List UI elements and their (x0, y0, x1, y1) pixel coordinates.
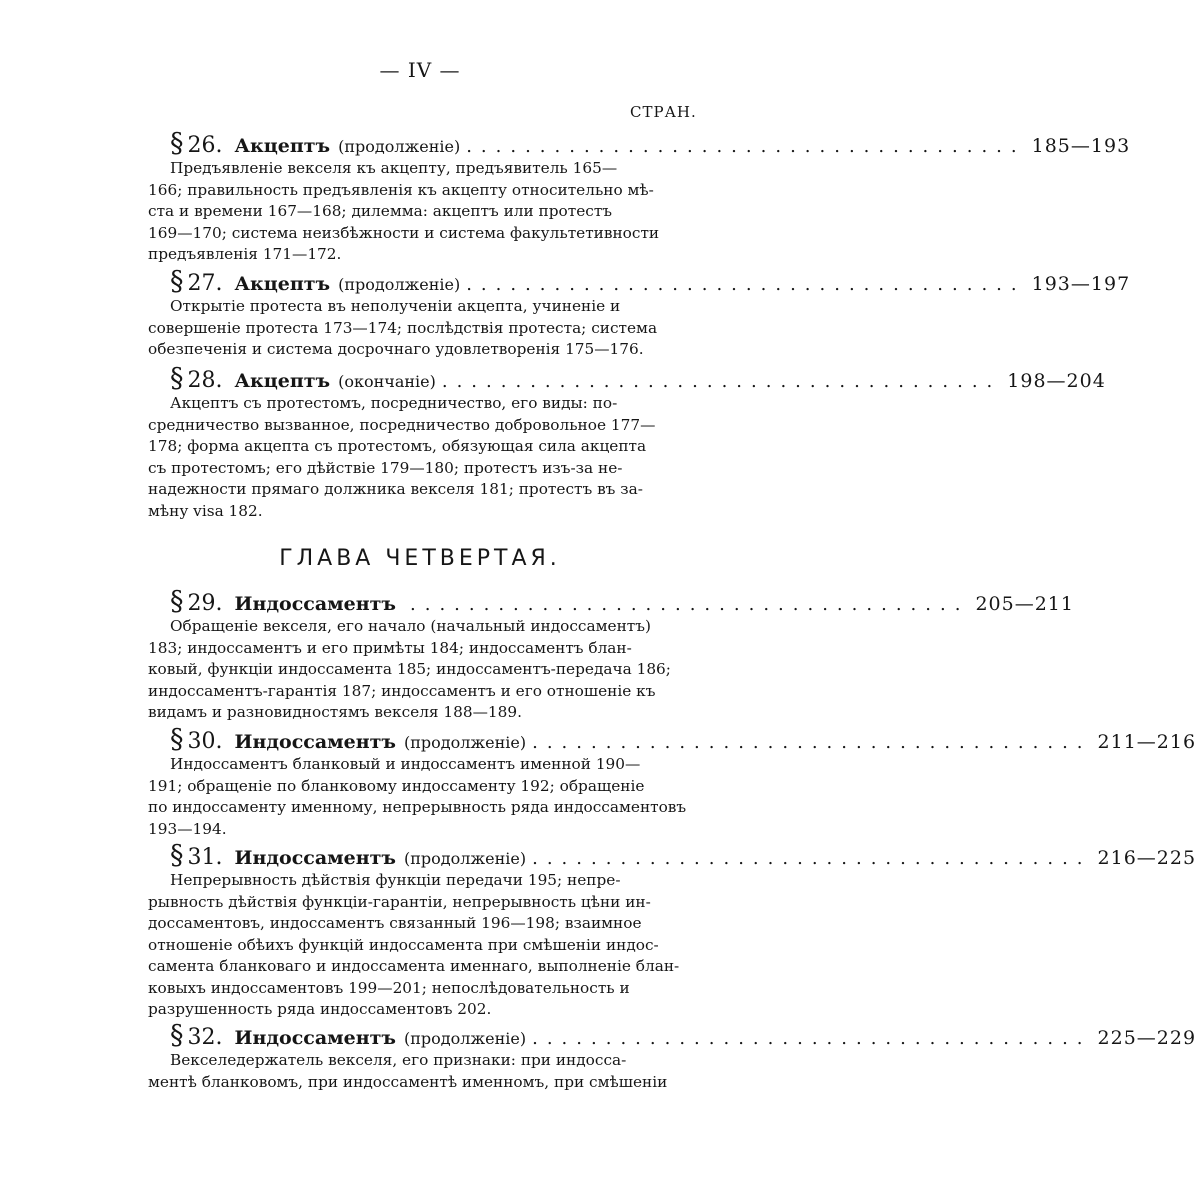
entry-text-line: рывность дѣйствія функціи-гарантіи, непрерывность цѣни ин- (148, 892, 651, 911)
toc-entry-heading (170, 840, 1196, 871)
page-range: 216—225 (1097, 847, 1196, 869)
entry-text-line: 191; обращеніе по бланковому индоссаменту 192; обращеніе (148, 776, 645, 795)
entry-text-line: Предъявленіе векселя къ акцепту, предъявитель 165— (170, 159, 618, 177)
section-subtitle: (окончаніе) (338, 372, 436, 391)
section-sign: § (170, 724, 184, 755)
entry-text-line: предъявленія 171—172. (148, 245, 342, 263)
section-title: Индоссаментъ (234, 1027, 396, 1049)
page-range: 205—211 (975, 593, 1074, 615)
entry-text-line: средничество вызванное, посредничество добровольное 177— (148, 415, 656, 434)
toc-entry-heading (170, 128, 1131, 159)
entry-text-line: разрушенность ряда индоссаментовъ 202. (148, 1000, 492, 1018)
entry-text-line: Непрерывность дѣйствія функціи передачи 195; непре- (170, 871, 621, 889)
entry-text-line: 169—170; система неизбѣжности и система факультетивности (148, 223, 660, 242)
toc-entry-heading (170, 266, 1131, 297)
entry-text-line: Векселедержатель векселя, его признаки: при индосса- (170, 1051, 627, 1069)
entry-text-line: 193—194. (148, 819, 227, 838)
toc-entry-heading (170, 724, 1196, 755)
section-title: Индоссаментъ (234, 593, 396, 615)
entry-text-line: съ протестомъ; его дѣйствіе 179—180; протестъ изъ-за не- (148, 458, 623, 477)
entry-text-line: надежности прямаго должника векселя 181; протестъ въ за- (148, 480, 643, 498)
section-subtitle: (продолженіе) (338, 137, 461, 156)
toc-entry-31 (0, 840, 1196, 1021)
section-title: Акцептъ (234, 370, 331, 392)
leader-dots: ...................................... (410, 594, 970, 615)
entry-text-line: Обращеніе векселя, его начало (начальный индоссаментъ) (170, 617, 651, 635)
page-range: 185—193 (1031, 135, 1131, 157)
entry-text-line: доссаментовъ, индоссаментъ связанный 196—198; взаимное (148, 914, 642, 932)
entry-text-line: 183; индоссаментъ и его примѣты 184; индоссаментъ блан- (148, 638, 632, 657)
entry-text-line: ментѣ бланковомъ, при индоссаментѣ именномъ, при смѣшеніи (148, 1072, 668, 1091)
leader-dots: ...................................... (532, 732, 1092, 753)
toc-entry-heading (170, 586, 1074, 617)
section-sign: § (170, 586, 184, 617)
toc-entry-28 (0, 363, 1106, 522)
toc-entry-32 (0, 1020, 1196, 1093)
toc-entry-26 (0, 128, 1131, 266)
section-title: Индоссаментъ (234, 847, 396, 869)
page-range: 211—216 (1097, 731, 1196, 753)
section-number: 26. (187, 133, 223, 158)
section-title: Акцептъ (234, 273, 331, 295)
entry-text-line: обезпеченія и система досрочнаго удовлетворенія 175—176. (148, 340, 644, 358)
section-sign: § (170, 840, 184, 871)
section-subtitle: (продолженіе) (404, 733, 527, 752)
leader-dots: ...................................... (466, 136, 1026, 157)
entry-text-line: видамъ и разновидностямъ векселя 188—189. (148, 703, 522, 721)
entry-text-line: 178; форма акцепта съ протестомъ, обязующая сила акцепта (148, 437, 647, 455)
leader-dots: ...................................... (532, 1028, 1092, 1049)
section-number: 31. (187, 845, 223, 870)
section-sign: § (170, 1020, 184, 1051)
toc-entry-27 (0, 266, 1131, 361)
page-range: 198—204 (1007, 370, 1106, 392)
section-subtitle: (продолженіе) (338, 275, 461, 294)
toc-entry-heading (170, 1020, 1196, 1051)
entry-text-line: 166; правильность предъявленія къ акцепту относительно мѣ- (148, 180, 654, 199)
section-number: 29. (187, 591, 223, 616)
section-number: 30. (187, 729, 223, 754)
entry-text-line: мѣну visa 182. (148, 501, 263, 520)
page-range: 225—229 (1097, 1027, 1196, 1049)
entry-text-line: Индоссаментъ бланковый и индоссаментъ именной 190— (170, 755, 641, 773)
leader-dots: ...................................... (532, 848, 1092, 869)
section-number: 28. (187, 368, 223, 393)
toc-entry-heading (170, 363, 1106, 394)
entry-text-line: совершеніе протеста 173—174; послѣдствія протеста; система (148, 318, 658, 337)
page-folio: — IV — (379, 58, 461, 82)
entry-text-line: индоссаментъ-гарантія 187; индоссаментъ и его отношеніе къ (148, 681, 656, 700)
page-range: 193—197 (1031, 273, 1131, 295)
pages-column-label: СТРАН. (630, 103, 697, 121)
entry-text-line: по индоссаменту именному, непрерывность ряда индоссаментовъ (148, 798, 687, 816)
entry-text-line: Открытіе протеста въ неполученіи акцепта, учиненіе и (170, 297, 621, 315)
entry-text-line: ста и времени 167—168; дилемма: акцептъ или протестъ (148, 202, 613, 220)
section-sign: § (170, 363, 184, 394)
section-number: 32. (187, 1025, 223, 1050)
section-subtitle: (продолженіе) (404, 1029, 527, 1048)
section-sign: § (170, 266, 184, 297)
entry-text-line: ковый, функціи индоссамента 185; индоссаментъ-передача 186; (148, 660, 671, 678)
entry-text-line: Акцептъ съ протестомъ, посредничество, его виды: по- (170, 394, 618, 412)
toc-entry-30 (0, 724, 1196, 840)
leader-dots: ...................................... (441, 371, 1002, 392)
section-sign: § (170, 128, 184, 159)
section-number: 27. (187, 271, 223, 296)
section-title: Акцептъ (234, 135, 331, 157)
section-title: Индоссаментъ (234, 731, 396, 753)
section-subtitle: (продолженіе) (404, 849, 527, 868)
entry-text-line: самента бланковаго и индоссамента именнаго, выполненіе блан- (148, 957, 680, 975)
chapter-heading: ГЛАВА ЧЕТВЕРТАЯ. (279, 546, 561, 571)
entry-text-line: ковыхъ индоссаментовъ 199—201; непослѣдовательность и (148, 978, 630, 997)
entry-text-line: отношеніе обѣихъ функцій индоссамента при смѣшеніи индос- (148, 935, 659, 954)
toc-entry-29 (0, 586, 1074, 724)
leader-dots: ...................................... (466, 274, 1026, 295)
